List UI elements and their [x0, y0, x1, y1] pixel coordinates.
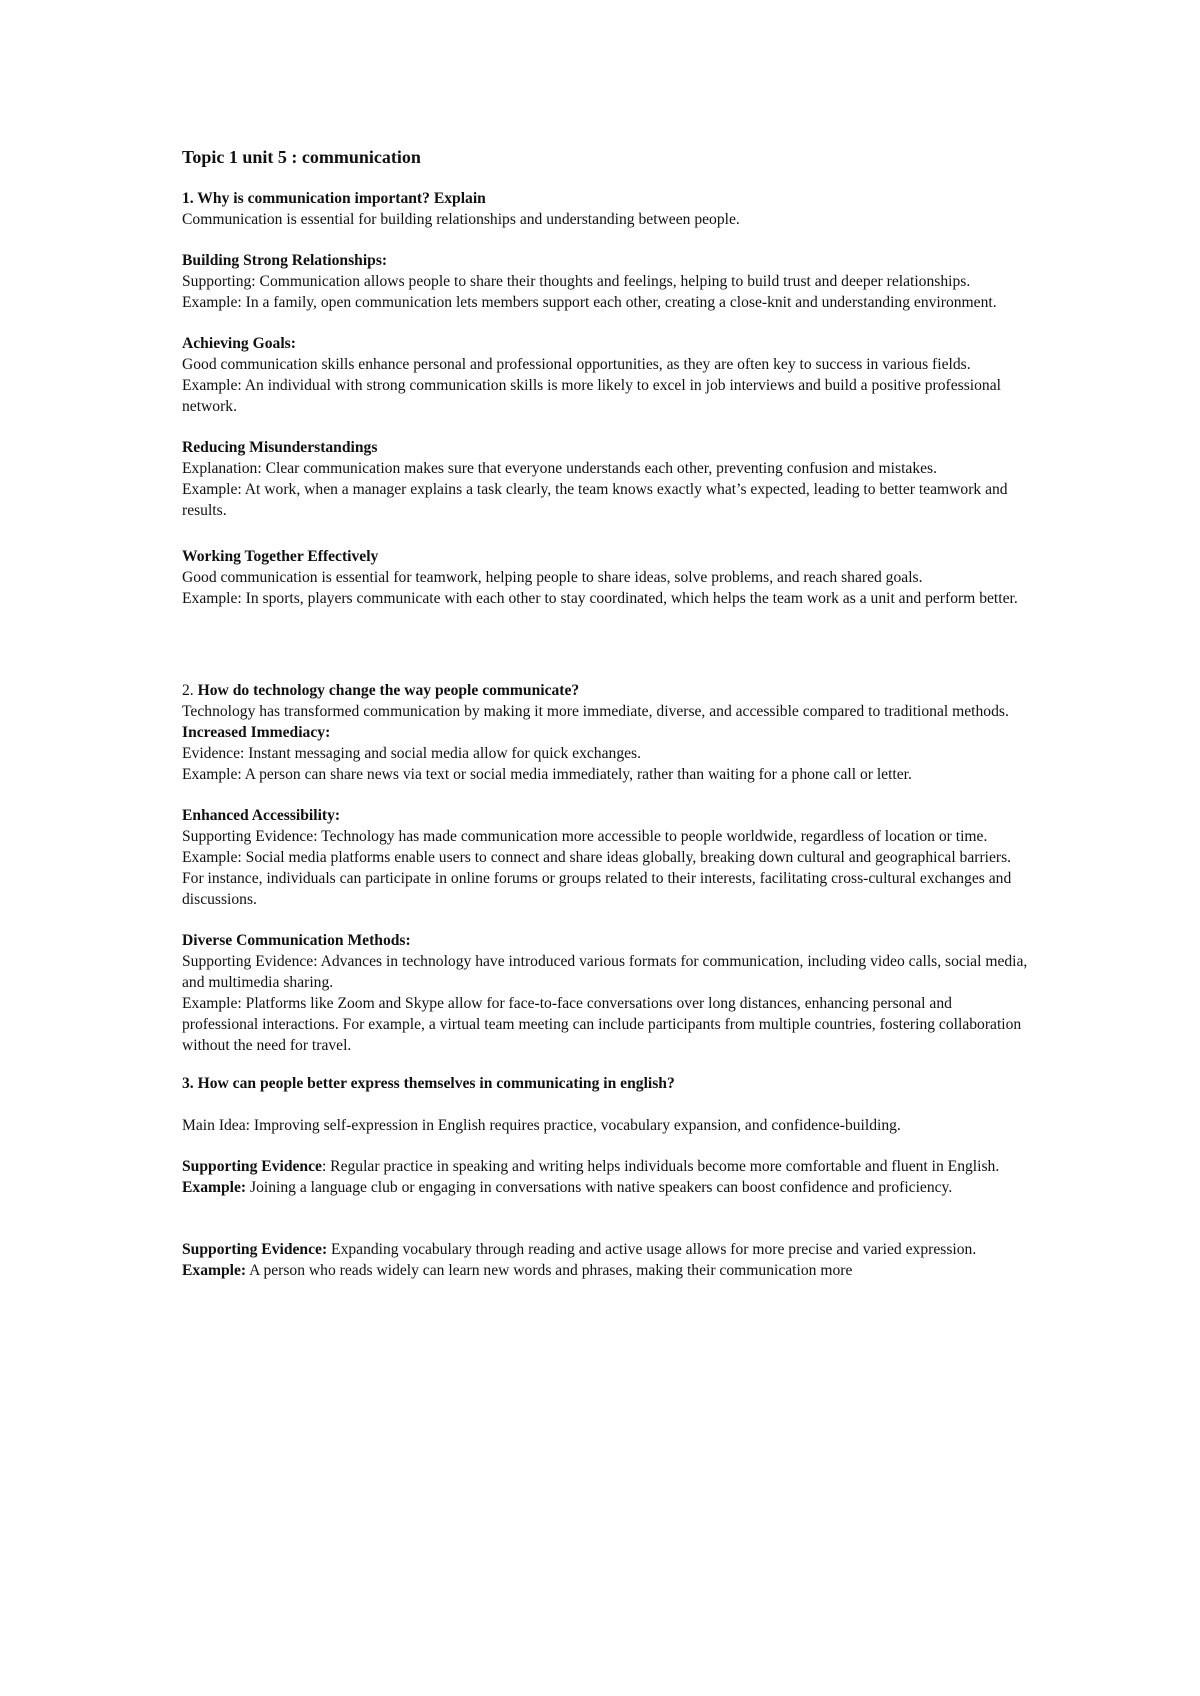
section-example-text: Example: Social media platforms enable users to connect and share ideas globally, breaking down cultural and geographical barriers. For instance, individuals can participate in online forums or groups related to their interests, facilitating cross-cultural exchanges and discussions. — [182, 849, 1012, 908]
section-supporting-text: Good communication skills enhance personal and professional opportunities, as they are often key to success in various fields. — [182, 356, 971, 373]
question-2-intro: Technology has transformed communication by making it more immediate, diverse, and accessible compared to traditional methods. — [182, 703, 1009, 720]
section-example-text: Example: At work, when a manager explains a task clearly, the team knows exactly what’s expected, leading to better teamwork and results. — [182, 481, 1008, 519]
section-supporting-text: Good communication is essential for teamwork, helping people to share ideas, solve problems, and reach shared goals. — [182, 569, 923, 586]
section-example-text: Example: Platforms like Zoom and Skype allow for face-to-face conversations over long distances, enhancing personal and professional interactions. For example, a virtual team meeting can include participants from multiple countries, fostering collaboration without the need for travel. — [182, 995, 1022, 1054]
q2-section-immediacy — [182, 722, 1032, 785]
question-1-intro: Communication is essential for building relationships and understanding between people. — [182, 211, 740, 228]
example-text: Joining a language club or engaging in conversations with native speakers can boost confidence and proficiency. — [246, 1179, 953, 1196]
section-evidence-text: Supporting Evidence: Technology has made communication more accessible to people worldwide, regardless of location or time. — [182, 828, 988, 845]
section-supporting-text: Supporting: Communication allows people to share their thoughts and feelings, helping to build trust and deeper relationships. — [182, 273, 971, 290]
section-evidence-text: Supporting Evidence: Advances in technology have introduced various formats for communication, including video calls, social media, and multimedia sharing. — [182, 953, 1028, 991]
question-2-heading-text: How do technology change the way people communicate? — [197, 682, 580, 699]
question-3-heading: 3. How can people better express themselves in communicating in english? — [182, 1075, 675, 1092]
evidence-label: Supporting Evidence: — [182, 1241, 328, 1258]
q2-section-accessibility — [182, 805, 1032, 910]
spacer — [182, 1094, 1032, 1115]
point-evidence — [182, 1156, 1032, 1177]
document-title: Topic 1 unit 5 : communication — [182, 147, 421, 167]
question-3-main-idea: Main Idea: Improving self-expression in English requires practice, vocabulary expansion, and confidence-building. — [182, 1117, 901, 1134]
section-heading: Diverse Communication Methods: — [182, 932, 411, 949]
q2-section-diverse-methods — [182, 930, 1032, 1056]
section-example-text: Example: In sports, players communicate with each other to stay coordinated, which helps the team work as a unit and perform better. — [182, 590, 1018, 607]
example-text: A person who reads widely can learn new words and phrases, making their communication more — [246, 1262, 853, 1279]
evidence-text: : Regular practice in speaking and writing helps individuals become more comfortable and fluent in English. — [321, 1158, 1000, 1175]
section-heading: Working Together Effectively — [182, 548, 379, 565]
q1-section-achieving-goals — [182, 333, 1032, 417]
spacer — [182, 1056, 1032, 1073]
section-example-text: Example: In a family, open communication lets members support each other, creating a close-knit and understanding environment. — [182, 294, 997, 311]
section-example-text: Example: An individual with strong communication skills is more likely to excel in job interviews and build a positive professional network. — [182, 377, 1001, 415]
document-page — [182, 146, 1032, 1281]
q1-section-reducing-misunderstandings — [182, 437, 1032, 521]
question-2-heading — [182, 680, 1032, 701]
q1-section-building-relationships — [182, 250, 1032, 313]
section-evidence-text: Evidence: Instant messaging and social media allow for quick exchanges. — [182, 745, 642, 762]
evidence-label: Supporting Evidence — [182, 1158, 322, 1175]
point-evidence — [182, 1239, 1032, 1260]
q3-point-practice — [182, 1156, 1032, 1198]
example-label: Example: — [182, 1262, 247, 1279]
section-heading: Achieving Goals: — [182, 335, 296, 352]
section-heading: Reducing Misunderstandings — [182, 439, 378, 456]
section-explanation-text: Explanation: Clear communication makes sure that everyone understands each other, preventing confusion and mistakes. — [182, 460, 938, 477]
example-label: Example: — [182, 1179, 247, 1196]
q3-point-vocabulary — [182, 1239, 1032, 1281]
section-heading: Enhanced Accessibility: — [182, 807, 341, 824]
q1-section-working-together — [182, 546, 1032, 609]
evidence-text: Expanding vocabulary through reading and active usage allows for more precise and varied expression. — [327, 1241, 977, 1258]
question-2-number: 2. — [182, 682, 194, 699]
question-1-heading: 1. Why is communication important? Explain — [182, 190, 486, 207]
section-heading: Building Strong Relationships: — [182, 252, 388, 269]
point-example — [182, 1260, 1032, 1281]
spacer — [182, 1198, 1032, 1239]
section-heading: Increased Immediacy: — [182, 724, 331, 741]
spacer — [182, 609, 1032, 680]
point-example — [182, 1177, 1032, 1198]
section-example-text: Example: A person can share news via text or social media immediately, rather than waiting for a phone call or letter. — [182, 766, 912, 783]
